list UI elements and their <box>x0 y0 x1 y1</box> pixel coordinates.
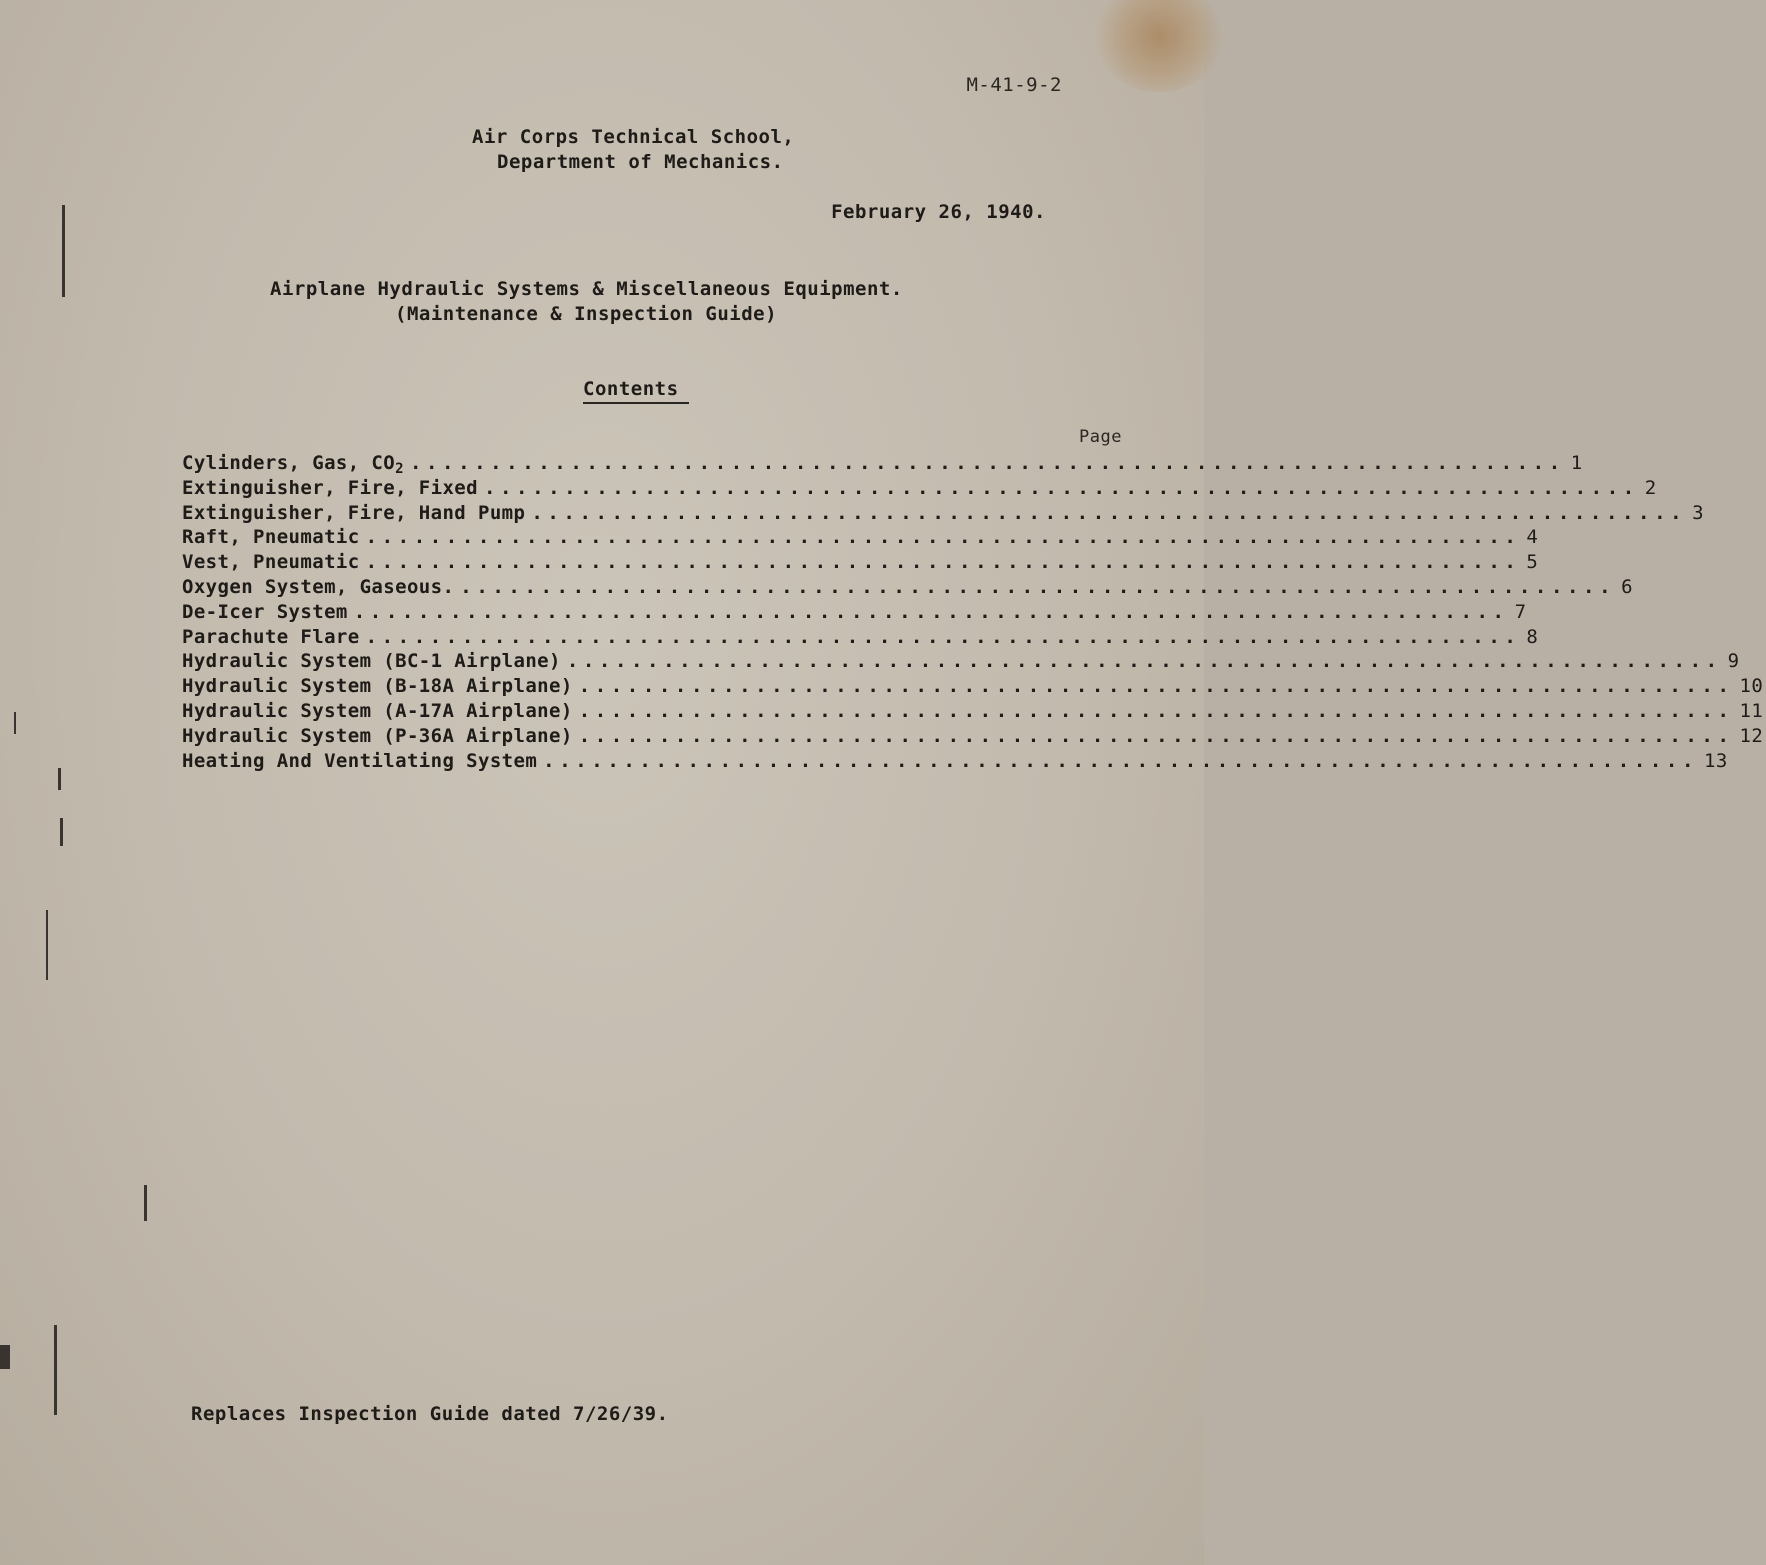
table-of-contents <box>182 452 1764 774</box>
toc-entry-page: 12 <box>1739 724 1764 747</box>
binding-mark <box>62 205 65 297</box>
toc-entry-title: Raft, Pneumatic <box>182 526 360 549</box>
toc-entry-page: 1 <box>1570 452 1583 474</box>
toc-entry <box>182 699 1764 725</box>
toc-entry <box>182 526 1539 551</box>
leader-dots: ........................................................................ <box>578 724 1734 747</box>
paper-stain <box>1094 0 1224 92</box>
leader-dots: ........................................................................ <box>460 575 1616 598</box>
binding-mark <box>54 1325 57 1415</box>
leader-dots: ........................................................................ <box>483 476 1639 499</box>
binding-mark <box>58 768 61 790</box>
document-title: Airplane Hydraulic Systems & Miscellaneous Equipment. <box>270 278 903 300</box>
toc-entry-title: Parachute Flare <box>182 625 360 648</box>
toc-entry-page: 11 <box>1739 699 1764 722</box>
binding-mark <box>14 712 16 734</box>
toc-entry <box>182 650 1740 675</box>
toc-entry-title: Cylinders, Gas, $CO_2$ <box>182 452 404 477</box>
binding-mark <box>46 910 48 980</box>
toc-entry-page: 7 <box>1514 600 1527 623</box>
toc-entry-subscript: 2 <box>395 461 404 477</box>
toc-entry-title: Hydraulic System (B-18A Airplane) <box>182 675 573 698</box>
toc-entry <box>182 551 1539 576</box>
toc-entry-page: 3 <box>1692 501 1704 524</box>
toc-entry <box>182 476 1657 502</box>
toc-entry <box>182 600 1527 626</box>
leader-dots: ........................................................................ <box>353 600 1509 623</box>
toc-entry <box>182 501 1704 527</box>
leader-dots: ........................................................................ <box>566 650 1722 673</box>
toc-entry-page: 13 <box>1703 749 1728 772</box>
toc-entry <box>182 625 1539 651</box>
leader-dots: ........................................................................ <box>578 699 1734 722</box>
toc-entry <box>182 724 1764 750</box>
document-id: M-41-9-2 <box>966 74 1062 96</box>
page-column-label: Page <box>1079 427 1122 447</box>
document-date: February 26, 1940. <box>831 201 1046 223</box>
toc-entry-page: 5 <box>1526 551 1539 574</box>
toc-entry-page: 4 <box>1526 526 1539 549</box>
leader-dots: ........................................................................ <box>531 501 1687 524</box>
toc-entry-page: 9 <box>1727 650 1740 673</box>
toc-entry-title: Extinguisher, Fire, Hand Pump <box>182 501 526 524</box>
leader-dots: ........................................................................ <box>543 749 1698 772</box>
leader-dots: ........................................................................ <box>365 625 1521 648</box>
toc-entry-title: Extinguisher, Fire, Fixed <box>182 476 478 499</box>
leader-dots: ........................................................................ <box>578 675 1734 698</box>
toc-entry-title: Hydraulic System (P-36A Airplane) <box>182 724 573 747</box>
toc-entry-page: 6 <box>1621 575 1633 598</box>
toc-entry-title: Hydraulic System (BC-1 Airplane) <box>182 650 561 673</box>
toc-entry <box>182 675 1764 700</box>
toc-entry-title: De-Icer System <box>182 600 348 623</box>
binding-mark <box>144 1185 147 1221</box>
document-subtitle: (Maintenance & Inspection Guide) <box>395 303 778 325</box>
toc-entry <box>182 575 1633 601</box>
leader-dots: ........................................................................ <box>365 551 1521 574</box>
toc-entry-page: 8 <box>1526 625 1539 648</box>
replacement-note: Replaces Inspection Guide dated 7/26/39. <box>191 1403 669 1425</box>
toc-entry-title: Vest, Pneumatic <box>182 551 360 574</box>
toc-entry <box>182 452 1583 477</box>
school-name: Air Corps Technical School, <box>472 126 795 148</box>
toc-entry-title: Oxygen System, Gaseous. <box>182 575 455 598</box>
toc-entry-title: Heating And Ventilating System <box>182 749 538 772</box>
department-name: Department of Mechanics. <box>497 151 784 173</box>
contents-heading: Contents <box>583 378 689 404</box>
toc-entry-page: 2 <box>1644 476 1657 499</box>
leader-dots: ........................................................................ <box>365 526 1521 549</box>
toc-entry-page: 10 <box>1739 675 1764 698</box>
binding-mark <box>0 1345 10 1369</box>
leader-dots: ........................................................................ <box>409 452 1565 474</box>
toc-entry <box>182 749 1728 775</box>
binding-mark <box>60 818 63 846</box>
toc-entry-title: Hydraulic System (A-17A Airplane) <box>182 699 573 722</box>
